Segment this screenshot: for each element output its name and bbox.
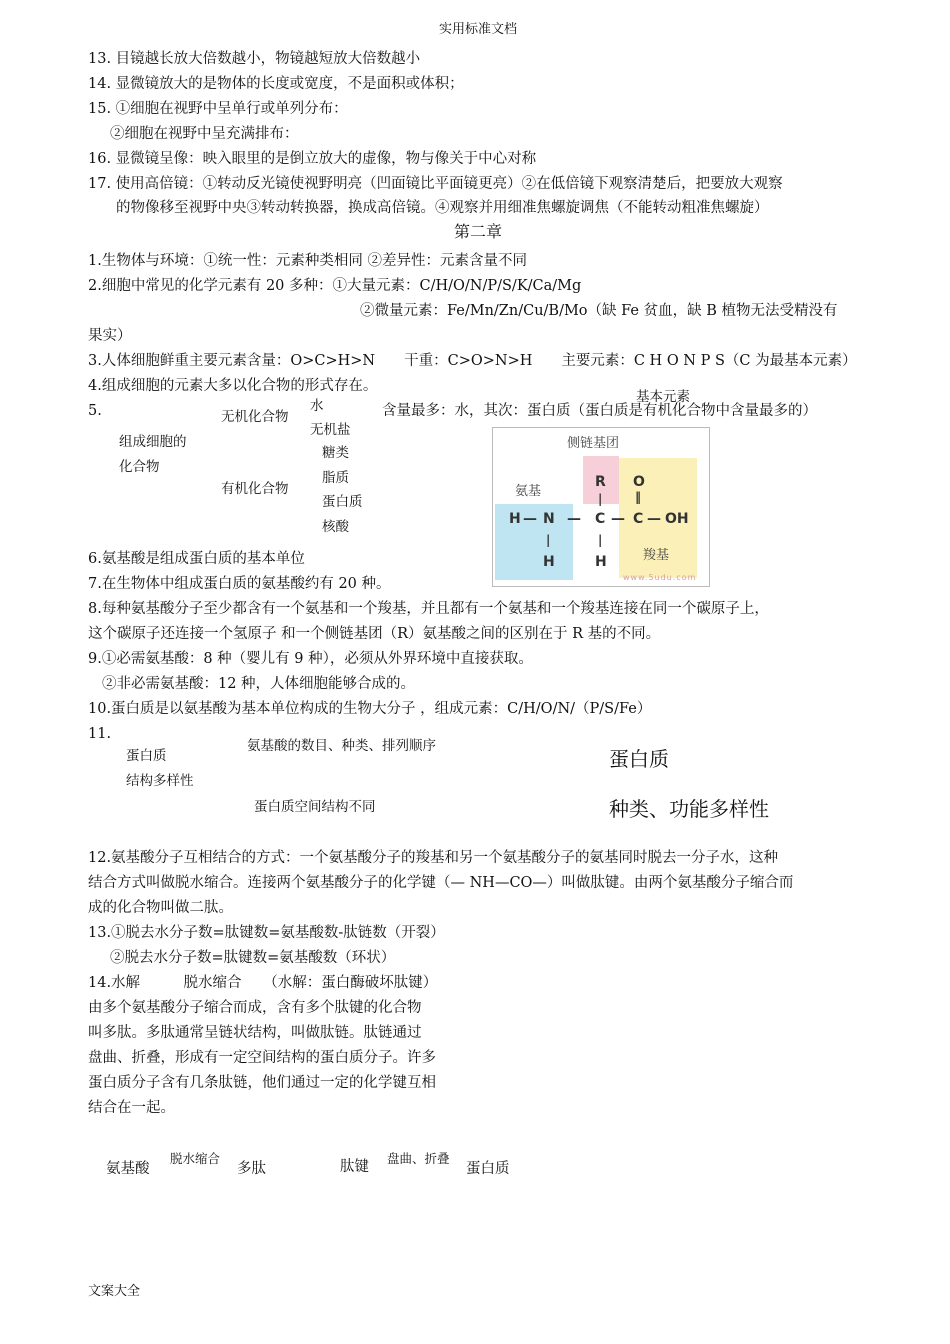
amino-group-label: 氨基 [515,484,542,499]
line-14: 14. 显微镜放大的是物体的长度或宽度，不是面积或体积； [88,76,464,92]
line-17a: 17. 使用高倍镜：①转动反光镜使视野明亮（凹面镜比平面镜更亮）②在低倍镜下观察清楚后，把要放大观察 [88,176,783,192]
line-2-14-p1: 由多个氨基酸分子缩合而成，含有多个肽键的化合物 [88,1000,422,1016]
double-bond-mark: ‖ [635,490,641,504]
flow-amino-acid: 氨基酸 [106,1161,150,1177]
line-2-14-p5: 结合在一起。 [88,1100,175,1116]
line-2-2c: 果实） [88,328,132,344]
line-2-9a: 9.①必需氨基酸：8 种（婴儿有 9 种），必须从外界环境中直接获取。 [88,651,533,667]
line-2-14-p4: 蛋白质分子含有几条肽链，他们通过一定的化学键互相 [88,1075,436,1091]
atom-r: R [595,474,606,490]
atom-h-below-n: H [543,554,555,570]
compound-water: 水 [310,398,324,414]
line-13: 13. 目镜越长放大倍数越小，物镜越短放大倍数越小 [88,51,421,67]
line-17b: 的物像移至视野中央③转动转换器，换成高倍镜。④观察并用细准焦螺旋调焦（不能转动粗准焦螺旋） [116,200,769,216]
compound-protein: 蛋白质 [322,494,363,510]
line-2-8a: 8.每种氨基酸分子至少都含有一个氨基和一个羧基，并且都有一个氨基和一个羧基连接在同一个碳原子上， [88,601,769,617]
line-2-2b: ②微量元素：Fe/Mn/Zn/Cu/B/Mo（缺 Fe 贫血，缺 B 植物无法受精没有 [360,303,838,319]
line-2-12a: 12.氨基酸分子互相结合的方式：一个氨基酸分子的羧基和另一个氨基酸分子的氨基同时脱去一分子水，这种 [88,850,779,866]
carboxyl-group-label: 羧基 [643,548,670,563]
line-2-8b: 这个碳原子还连接一个氢原子 和一个侧链基团（R）氨基酸之间的区别在于 R 基的不同。 [88,626,661,642]
compound-inorganic: 无机化合物 [221,409,289,425]
page-header: 实用标准文档 [439,22,518,37]
diagram-watermark: www.5udu.com [623,573,697,582]
line-2-13b: ②脱去水分子数=肽键数=氨基酸数（环状） [110,950,396,966]
compound-sugar: 糖类 [322,445,349,461]
line-2-3: 3.人体细胞鲜重主要元素含量：O>C>H>N 干重：C>O>N>H 主要元素：C H O N P S（C 为最基本元素） [88,353,857,369]
atom-h-left: H [509,511,521,527]
line-2-9b: ②非必需氨基酸：12 种，人体细胞能够合成的。 [102,676,416,692]
bond-n-h: | [546,533,551,547]
bond-c-c: — [611,511,625,527]
bond-n-c: — [567,511,581,527]
compound-organic: 有机化合物 [221,481,289,497]
flow-protein: 蛋白质 [466,1161,510,1177]
compound-root-2: 化合物 [119,459,160,475]
item11-right-2: 种类、功能多样性 [609,797,769,821]
line-2-13a: 13.①脱去水分子数=肽键数=氨基酸数-肽链数（开裂） [88,925,445,941]
bond-c-oh: — [647,511,661,527]
flow-polypeptide: 多肽 [237,1161,266,1177]
line-2-14-p2: 叫多肽。多肽通常呈链状结构，叫做肽链。肽链通过 [88,1025,422,1041]
line-2-2a: 2.细胞中常见的化学元素有 20 多种：①大量元素：C/H/O/N/P/S/K/Ca/Mg [88,278,582,294]
item11-right-1: 蛋白质 [609,747,669,771]
side-chain-label: 侧链基团 [567,436,620,451]
bond-r-c: | [598,492,603,506]
basic-elements-label: 基本元素 [636,389,690,405]
chapter-title: 第二章 [454,222,503,241]
atom-n: N [543,511,555,527]
atom-oh: OH [665,511,689,527]
line-2-5-num: 5. [88,403,102,419]
line-2-12c: 成的化合物叫做二肽。 [88,900,233,916]
line-15a: 15. ①细胞在视野中呈单行或单列分布： [88,101,348,117]
item11-mid-2: 蛋白质空间结构不同 [254,799,376,815]
flow-peptide-bond: 肽键 [340,1159,369,1175]
compound-lipid: 脂质 [322,470,349,486]
line-2-10: 10.蛋白质是以氨基酸为基本单位构成的生物大分子 ，组成元素：C/H/O/N/（P/S/Fe） [88,701,652,717]
compound-salt: 无机盐 [310,422,351,438]
item11-left-2: 结构多样性 [126,773,194,789]
line-2-14-head: 14.水解 脱水缩合 （水解：蛋白酶破坏肽键） [88,975,438,991]
atom-h-below-c: H [595,554,607,570]
atom-c-center: C [595,511,606,527]
line-2-11-num: 11. [88,726,112,742]
line-2-1: 1.生物体与环境：①统一性：元素种类相同 ②差异性：元素含量不同 [88,253,527,269]
atom-c-right: C [633,511,644,527]
page-footer: 文案大全 [88,1284,141,1299]
compound-root-1: 组成细胞的 [119,434,187,450]
item11-left-1: 蛋白质 [126,748,167,764]
line-2-12b: 结合方式叫做脱水缩合。连接两个氨基酸分子的化学键（— NH—CO—）叫做肽键。由两个氨基酸分子缩合而 [88,875,794,891]
line-2-5-text: 含量最多：水，其次：蛋白质（蛋白质是有机化合物中含量最多的） [382,403,817,419]
item11-mid-1: 氨基酸的数目、种类、排列顺序 [247,738,436,754]
line-2-14-p3: 盘曲、折叠，形成有一定空间结构的蛋白质分子。许多 [88,1050,436,1066]
line-2-7: 7.在生物体中组成蛋白质的氨基酸约有 20 种。 [88,576,391,592]
line-16: 16. 显微镜呈像：映入眼里的是倒立放大的虚像，物与像关于中心对称 [88,151,537,167]
bond-c-h: | [598,533,603,547]
line-15b: ②细胞在视野中呈充满排布： [110,126,299,142]
side-chain-block [619,458,697,508]
bond-h-n: — [523,511,537,527]
line-2-6: 6.氨基酸是组成蛋白质的基本单位 [88,551,305,567]
flow-dehydrate: 脱水缩合 [170,1151,221,1166]
line-2-4: 4.组成细胞的元素大多以化合物的形式存在。 [88,378,378,394]
compound-nucleic: 核酸 [322,519,349,535]
atom-o-top: O [633,474,645,490]
flow-fold: 盘曲、折叠 [387,1151,450,1166]
amino-acid-structure-figure [492,427,710,587]
